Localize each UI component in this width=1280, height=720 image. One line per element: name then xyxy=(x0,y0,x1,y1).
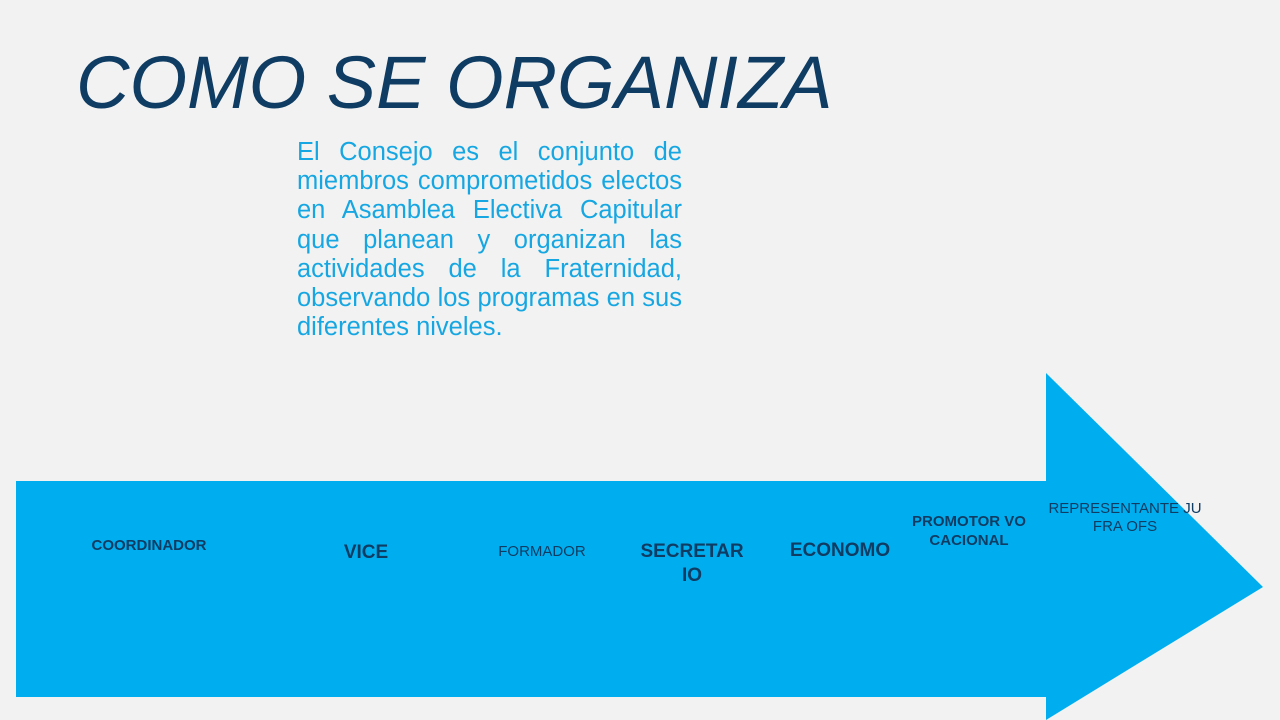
role-coordinador: COORDINADOR xyxy=(91,537,207,554)
page-title: COMO SE ORGANIZA xyxy=(76,41,833,124)
role-representante-jufra-ofs: REPRESENTANTE JUFRA OFS xyxy=(1048,500,1202,535)
council-description: El Consejo es el conjunto de miembros comprometidos electos en Asamblea Electiva Capitular que planean y organizan las actividades de la Fraternidad, observando los programas en sus diferentes niveles. xyxy=(297,138,682,342)
role-economo: ECONOMO xyxy=(789,540,891,561)
role-secretario: SECRETARIO xyxy=(640,541,744,586)
role-vice: VICE xyxy=(343,542,389,563)
role-promotor-vocacional: PROMOTOR VOCACIONAL xyxy=(912,513,1026,549)
role-formador: FORMADOR xyxy=(498,543,586,560)
